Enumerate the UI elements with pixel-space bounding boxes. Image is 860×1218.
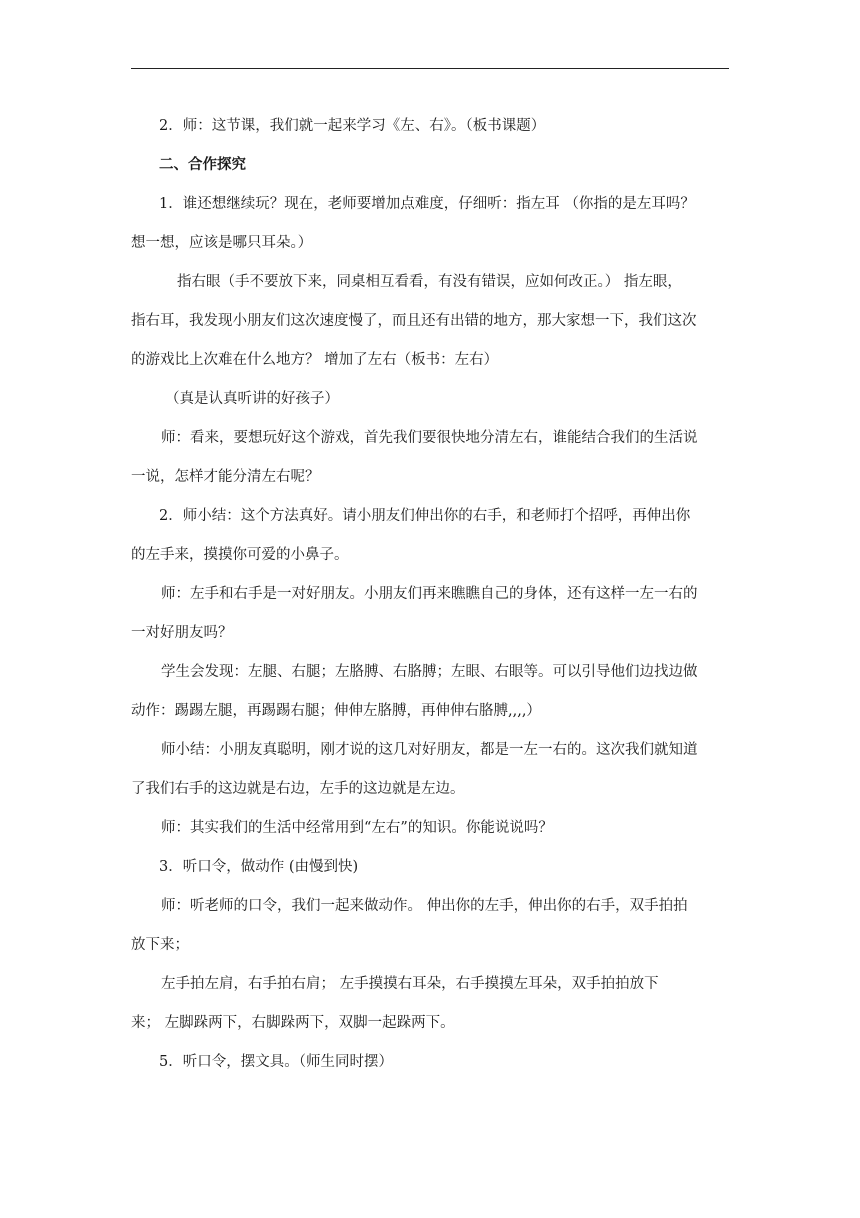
paragraph-line: 一说，怎样才能分清左右呢？: [131, 469, 320, 485]
paragraph-line: 指右耳，我发现小朋友们这次速度慢了，而且还有出错的地方，那大家想一下，我们这次: [131, 313, 697, 329]
paragraph-line: 2．师：这节课，我们就一起来学习《左、右》。（板书课题）: [159, 118, 546, 134]
paragraph-line: 师：看来，要想玩好这个游戏，首先我们要很快地分清左右，谁能结合我们的生活说: [161, 430, 698, 446]
paragraph-line: （真是认真听讲的好孩子）: [165, 391, 339, 407]
paragraph-line: 想一想，应该是哪只耳朵。）: [131, 235, 313, 251]
header-rule: [131, 68, 729, 69]
paragraph-line: 了我们右手的这边就是右边，左手的这边就是左边。: [131, 781, 465, 797]
paragraph-line: 来； 左脚跺两下，右脚跺两下，双脚一起跺两下。: [131, 1015, 455, 1031]
paragraph-line: 学生会发现：左腿、右腿；左胳膊、右胳膊；左眼、右眼等。可以引导他们边找边做: [161, 664, 698, 680]
paragraph-line: 一对好朋友吗？: [131, 625, 233, 641]
paragraph-line: 1．谁还想继续玩？现在，老师要增加点难度，仔细听：指左耳 （你指的是左耳吗？: [159, 196, 695, 212]
paragraph-line: 2．师小结：这个方法真好。请小朋友们伸出你的右手，和老师打个招呼，再伸出你: [159, 508, 691, 524]
paragraph-line: 5．听口令，摆文具。（师生同时摆）: [159, 1054, 393, 1070]
paragraph-line: 师：听老师的口令，我们一起来做动作。 伸出你的左手，伸出你的右手，双手拍拍: [161, 898, 688, 914]
paragraph-line: 动作：踢踢左腿，再踢踢右腿；伸伸左胳膊，再伸伸右胳膊,,,,）: [131, 703, 541, 719]
paragraph-line: 3．听口令，做动作 (由慢到快): [159, 859, 359, 875]
paragraph-line: 师：其实我们的生活中经常用到“左右”的知识。你能说说吗？: [161, 820, 553, 836]
paragraph-line: 指右眼（手不要放下来，同桌相互看看，有没有错误，应如何改正。） 指左眼，: [177, 274, 682, 290]
paragraph-line: 的游戏比上次难在什么地方？ 增加了左右（板书：左右）: [131, 352, 499, 368]
section-heading: 二、合作探究: [159, 156, 246, 173]
paragraph-line: 的左手来，摸摸你可爱的小鼻子。: [131, 547, 349, 563]
paragraph-line: 左手拍左肩，右手拍右肩； 左手摸摸右耳朵，右手摸摸左耳朵，双手拍拍放下: [161, 976, 659, 992]
paragraph-line: 放下来；: [131, 937, 189, 953]
paragraph-line: 师小结：小朋友真聪明，刚才说的这几对好朋友，都是一左一右的。这次我们就知道: [161, 742, 698, 758]
paragraph-line: 师：左手和右手是一对好朋友。小朋友们再来瞧瞧自己的身体，还有这样一左一右的: [161, 586, 698, 602]
